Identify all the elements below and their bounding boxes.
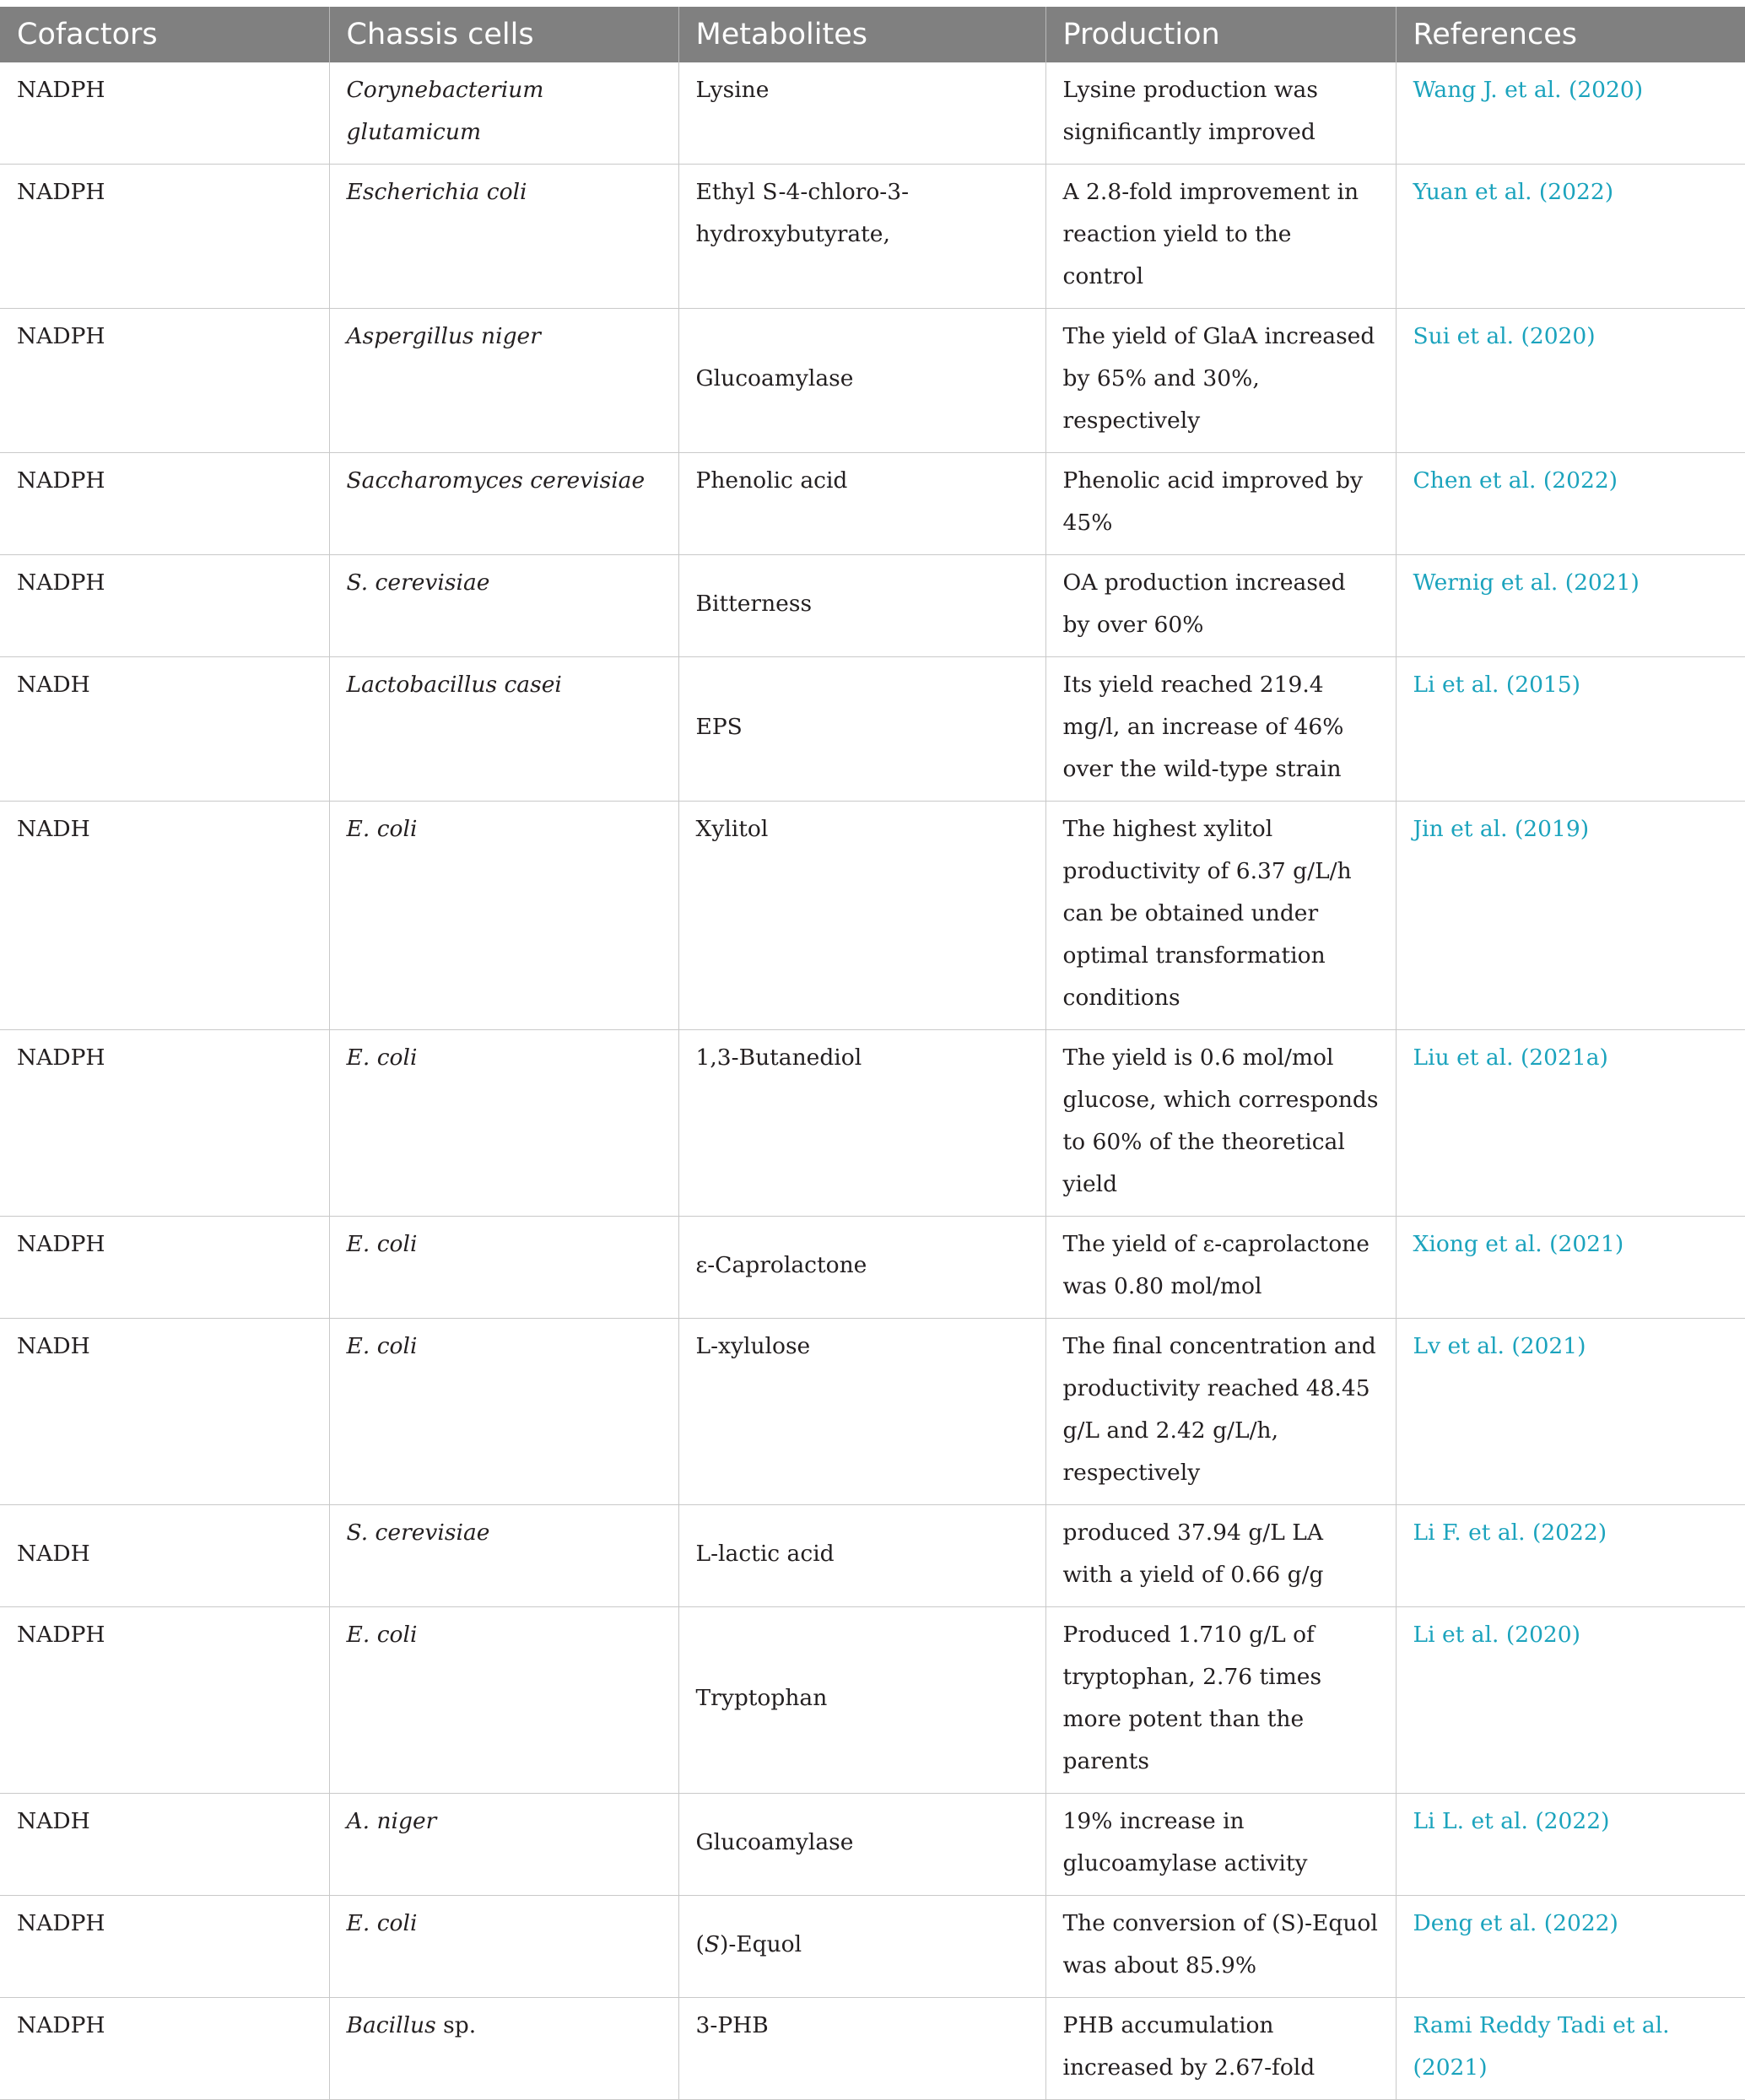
- cofactor-cell: NADPH: [0, 1607, 329, 1794]
- cofactor-cell: NADH: [0, 657, 329, 802]
- chassis-cell: Corynebacterium glutamicum: [329, 62, 678, 165]
- table-row: [0, 1217, 1745, 1319]
- metabolite-italic: S: [704, 1931, 720, 1957]
- reference-link[interactable]: Li L. et al. (2022): [1396, 1794, 1745, 1896]
- production-cell: The final concentration and productivity reached 48.45 g/L and 2.42 g/L/h, respectively: [1045, 1319, 1396, 1505]
- header-chassis-cells: Chassis cells: [329, 7, 678, 62]
- cofactor-cell: NADPH: [0, 165, 329, 309]
- chassis-italic: Bacillus: [346, 2012, 436, 2038]
- reference-link[interactable]: Lv et al. (2021): [1396, 1319, 1745, 1505]
- reference-link[interactable]: Wang J. et al. (2020): [1396, 62, 1745, 165]
- table-row: [0, 1794, 1745, 1896]
- production-cell: Its yield reached 219.4 mg/l, an increase of 46% over the wild-type strain: [1045, 657, 1396, 802]
- reference-link[interactable]: Liu et al. (2021a): [1396, 1030, 1745, 1217]
- chassis-cell: Lactobacillus casei: [329, 657, 678, 802]
- metabolite-cell: 1,3-Butanediol: [678, 1030, 1045, 1217]
- reference-link[interactable]: Xiong et al. (2021): [1396, 1217, 1745, 1319]
- cofactor-cell: NADH: [0, 802, 329, 1030]
- table-row: [0, 1607, 1745, 1794]
- table-row: [0, 62, 1745, 165]
- table-row: [0, 165, 1745, 309]
- header-metabolites: Metabolites: [678, 7, 1045, 62]
- metabolite-cell: Phenolic acid: [678, 453, 1045, 555]
- cofactor-cell: NADPH: [0, 1998, 329, 2100]
- metabolite-cell: EPS: [678, 657, 1045, 802]
- metabolite-cell: Xylitol: [678, 802, 1045, 1030]
- chassis-cell: S. cerevisiae: [329, 1505, 678, 1607]
- production-cell: Produced 1.710 g/L of tryptophan, 2.76 times more potent than the parents: [1045, 1607, 1396, 1794]
- reference-link[interactable]: Sui et al. (2020): [1396, 309, 1745, 453]
- metabolite-cell: 3-PHB: [678, 1998, 1045, 2100]
- cofactor-cell: NADPH: [0, 1030, 329, 1217]
- reference-link[interactable]: Jin et al. (2019): [1396, 802, 1745, 1030]
- metabolite-cell: L-lactic acid: [678, 1505, 1045, 1607]
- reference-link[interactable]: Rami Reddy Tadi et al. (2021): [1396, 1998, 1745, 2100]
- table-row: [0, 453, 1745, 555]
- production-cell: The yield of ε-caprolactone was 0.80 mol/mol: [1045, 1217, 1396, 1319]
- table-row: [0, 1896, 1745, 1998]
- cofactor-cell: NADPH: [0, 453, 329, 555]
- production-cell: The highest xylitol productivity of 6.37 g/L/h can be obtained under optimal transformation conditions: [1045, 802, 1396, 1030]
- production-cell: The conversion of (S)-Equol was about 85.9%: [1045, 1896, 1396, 1998]
- chassis-cell: Saccharomyces cerevisiae: [329, 453, 678, 555]
- production-cell: PHB accumulation increased by 2.67-fold: [1045, 1998, 1396, 2100]
- chassis-cell: E. coli: [329, 1319, 678, 1505]
- cofactor-cell: NADH: [0, 1505, 329, 1607]
- production-cell: produced 37.94 g/L LA with a yield of 0.66 g/g: [1045, 1505, 1396, 1607]
- chassis-cell: A. niger: [329, 1794, 678, 1896]
- production-cell: OA production increased by over 60%: [1045, 555, 1396, 657]
- table-row: [0, 1998, 1745, 2100]
- cofactor-cell: NADH: [0, 1319, 329, 1505]
- chassis-cell: E. coli: [329, 1030, 678, 1217]
- metabolite-cell: Tryptophan: [678, 1607, 1045, 1794]
- table-row: [0, 309, 1745, 453]
- production-cell: 19% increase in glucoamylase activity: [1045, 1794, 1396, 1896]
- metabolite-cell: L-xylulose: [678, 1319, 1045, 1505]
- cofactor-cell: NADPH: [0, 62, 329, 165]
- cofactor-cell: NADPH: [0, 555, 329, 657]
- production-cell: Phenolic acid improved by 45%: [1045, 453, 1396, 555]
- production-cell: Lysine production was significantly improved: [1045, 62, 1396, 165]
- header-row: [0, 7, 1745, 62]
- chassis-cell: Aspergillus niger: [329, 309, 678, 453]
- chassis-rest: sp.: [435, 2012, 477, 2038]
- production-cell: The yield is 0.6 mol/mol glucose, which corresponds to 60% of the theoretical yield: [1045, 1030, 1396, 1217]
- reference-link[interactable]: Li F. et al. (2022): [1396, 1505, 1745, 1607]
- reference-link[interactable]: Li et al. (2020): [1396, 1607, 1745, 1794]
- metabolite-cell: ε-Caprolactone: [678, 1217, 1045, 1319]
- chassis-cell: E. coli: [329, 1217, 678, 1319]
- table-row: [0, 802, 1745, 1030]
- chassis-cell: E. coli: [329, 1896, 678, 1998]
- header-cofactors: Cofactors: [0, 7, 329, 62]
- header-references: References: [1396, 7, 1745, 62]
- chassis-cell: E. coli: [329, 802, 678, 1030]
- metabolite-cell: Glucoamylase: [678, 1794, 1045, 1896]
- data-table: [0, 7, 1745, 2100]
- metabolite-prefix: (: [695, 1931, 705, 1957]
- production-cell: A 2.8-fold improvement in reaction yield to the control: [1045, 165, 1396, 309]
- cofactor-cell: NADPH: [0, 1896, 329, 1998]
- metabolite-cell: Ethyl S-4-chloro-3-hydroxybutyrate,: [678, 165, 1045, 309]
- metabolite-suffix: )-Equol: [720, 1931, 802, 1957]
- table-row: [0, 1319, 1745, 1505]
- metabolite-cell: Glucoamylase: [678, 309, 1045, 453]
- table-row: [0, 657, 1745, 802]
- production-cell: The yield of GlaA increased by 65% and 30%, respectively: [1045, 309, 1396, 453]
- metabolite-cell: Lysine: [678, 62, 1045, 165]
- reference-link[interactable]: Deng et al. (2022): [1396, 1896, 1745, 1998]
- chassis-cell: [329, 1998, 678, 2100]
- chassis-cell: E. coli: [329, 1607, 678, 1794]
- metabolite-cell: [678, 1896, 1045, 1998]
- table-row: [0, 1030, 1745, 1217]
- reference-link[interactable]: Yuan et al. (2022): [1396, 165, 1745, 309]
- reference-link[interactable]: Li et al. (2015): [1396, 657, 1745, 802]
- chassis-cell: Escherichia coli: [329, 165, 678, 309]
- table-row: [0, 1505, 1745, 1607]
- cofactor-cell: NADPH: [0, 1217, 329, 1319]
- header-production: Production: [1045, 7, 1396, 62]
- chassis-cell: S. cerevisiae: [329, 555, 678, 657]
- cofactor-cell: NADH: [0, 1794, 329, 1896]
- reference-link[interactable]: Wernig et al. (2021): [1396, 555, 1745, 657]
- cofactor-cell: NADPH: [0, 309, 329, 453]
- metabolite-cell: Bitterness: [678, 555, 1045, 657]
- reference-link[interactable]: Chen et al. (2022): [1396, 453, 1745, 555]
- table-row: [0, 555, 1745, 657]
